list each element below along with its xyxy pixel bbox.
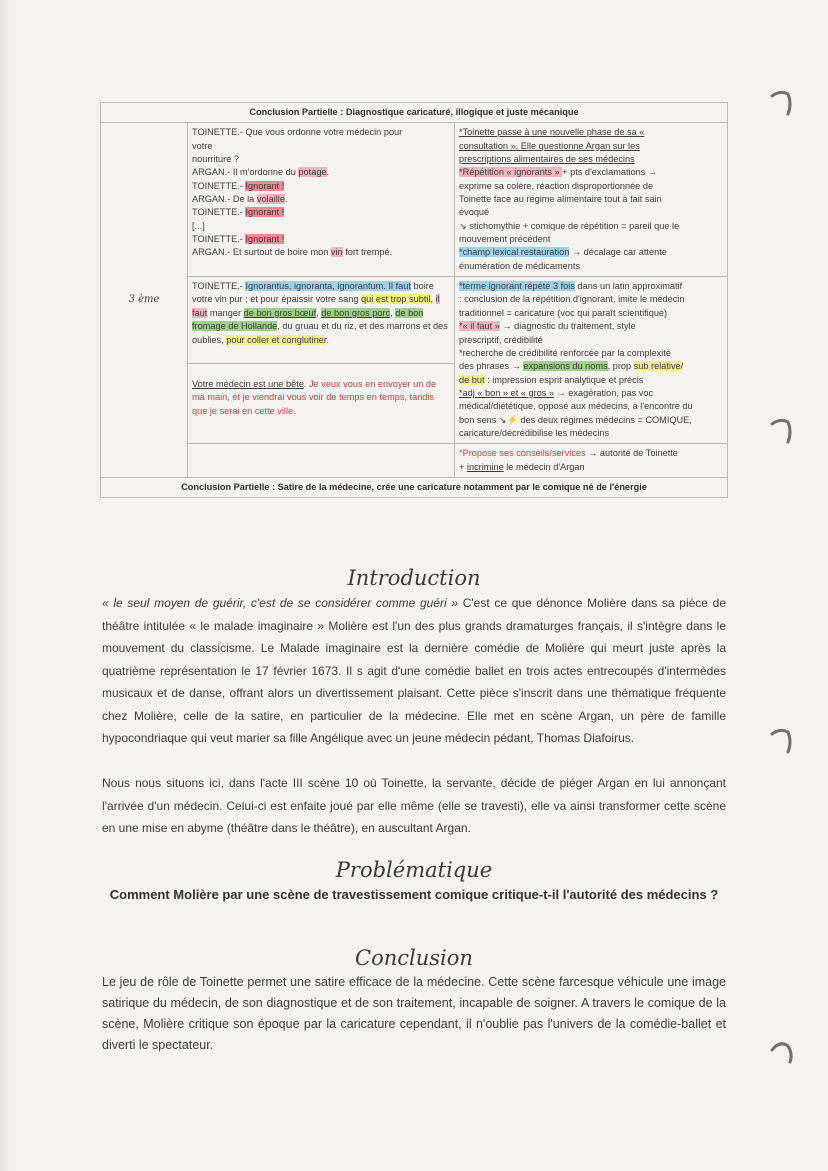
analysis-line: mouvement précédent bbox=[459, 234, 551, 245]
text-span: dans un latin approximatif bbox=[574, 281, 683, 292]
text-span: → décalage car attente bbox=[569, 247, 667, 258]
binder-hole-icon bbox=[766, 726, 796, 756]
highlight: de but bbox=[459, 374, 485, 385]
highlight: *champ lexical restauration bbox=[459, 247, 570, 258]
analysis-line bbox=[459, 166, 723, 179]
highlight: pour coller et conglutiner bbox=[226, 334, 327, 345]
highlight: sub relative/ bbox=[633, 361, 684, 372]
binder-hole-icon bbox=[766, 88, 796, 118]
text-span: + pts d'exclamations → bbox=[562, 167, 658, 178]
text-span: TOINETTE.- bbox=[192, 207, 246, 218]
introduction-paragraph-2: Nous nous situons ici, dans l'acte III scène 10 où Toinette, la servante, décide de piéger Argan en lui annonçant l'arrivée d'un médecin. Celui-ci est enfaite joué par elle même (elle se travesti), elle va ainsi transformer cette scène en une mise en abyme (théâtre dans le théâtre), en auscultant Argan. bbox=[102, 776, 726, 835]
introduction-text: C'est ce que dénonce Molière dans sa pièce de théâtre intitulée « le malade imaginaire » Molière est l'un des plus grands dramaturges français, il s'intègre dans le mouvement du classicisme. Le Malade imaginaire est la dernière comédie de Molière qui meurt juste après la quatrième représentation le 17 février 1673. Il s agit d'une comédie ballet en trois actes entrecoupés d'intermèdes musicaux et de danse, offrant alors un divertissement plaisant. Cette pièce s'inscrit dans une thématique fréquente chez Molière, celle de la satire, en particulier de la médecine. Elle met en scène Argan, un père de famille hypocondriaque qui veut marier sa fille Angélique avec un jeune médecin pédant, Thomas Diafoirus. bbox=[102, 596, 726, 745]
binder-hole-icon bbox=[766, 416, 796, 446]
excerpt-line bbox=[192, 246, 450, 259]
conclusion-title: Conclusion bbox=[355, 946, 473, 970]
excerpt-line: votre bbox=[192, 140, 213, 151]
highlight: vin bbox=[330, 247, 343, 258]
analysis-line: : conclusion de la répétition d'ignorant, imite le médecin bbox=[459, 294, 685, 305]
text-span: , prop bbox=[607, 361, 634, 372]
analysis-line: ↘ stichomythie + comique de répétition = pareil que le bbox=[459, 220, 680, 231]
introduction-title: Introduction bbox=[347, 566, 481, 590]
excerpt-line bbox=[192, 233, 450, 246]
excerpt-cell-empty bbox=[188, 444, 455, 478]
highlight: de bon gros bœuf bbox=[243, 307, 317, 318]
analysis-cell-3 bbox=[455, 444, 728, 478]
table-footer-cell: Conclusion Partielle : Satire de la médecine, crée une caricature notamment par le comique né de l'énergie bbox=[101, 477, 728, 497]
analysis-line: consultation ». Elle questionne Argan sur les bbox=[459, 140, 640, 151]
text-span: ARGAN.- Et surtout de boire mon bbox=[192, 247, 331, 258]
highlight: Ignorantus, ignoranta, ignorantum. Il faut bbox=[245, 281, 411, 292]
analysis-line: prescriptions alimentaires de ses médecins bbox=[459, 154, 635, 165]
analysis-line bbox=[459, 374, 723, 387]
analysis-line: *recherche de crédibilité renforcée par la complexité bbox=[459, 347, 671, 358]
analysis-line: *Toinette passe à une nouvelle phase de sa « bbox=[459, 127, 645, 138]
text-span: TOINETTE.- bbox=[192, 234, 246, 245]
highlight: *Répétition « ignorants » bbox=[459, 167, 563, 178]
excerpt-line: TOINETTE.- Que vous ordonne votre médecin pour bbox=[192, 127, 403, 138]
analysis-line: prescriptif, crédibilité bbox=[459, 334, 543, 345]
highlight: de bon gros porc bbox=[321, 307, 391, 318]
underlined-text: incrimine bbox=[466, 461, 504, 472]
highlight: Ignorant ! bbox=[245, 180, 285, 191]
highlight: *« il faut » bbox=[459, 321, 500, 332]
problematique-title: Problématique bbox=[335, 858, 493, 882]
highlight: volaille bbox=[256, 194, 285, 205]
text-span: , bbox=[316, 307, 322, 318]
text-span: ARGAN.- Il m'ordonne du bbox=[192, 167, 299, 178]
text-span: , du gruau et du riz, et des marrons et des oublies, bbox=[192, 321, 448, 345]
text-span: fort trempé. bbox=[342, 247, 393, 258]
part-label: 3 ème bbox=[101, 123, 188, 478]
table-header-cell: Conclusion Partielle : Diagnostique caricaturé, illogique et juste mécanique bbox=[101, 103, 728, 123]
excerpt-line bbox=[192, 166, 450, 179]
table-row bbox=[101, 277, 728, 444]
analysis-cell-1 bbox=[455, 123, 728, 277]
text-span: + bbox=[459, 461, 467, 472]
text-span: des phrases → bbox=[459, 361, 524, 372]
analysis-line bbox=[459, 360, 723, 373]
highlight: qui est trop subtil bbox=[361, 294, 431, 305]
analysis-line bbox=[459, 246, 723, 259]
underlined-text: *adj « bon » et « gros » bbox=[459, 387, 555, 398]
text-span: → autorité de Toinette bbox=[585, 448, 678, 459]
red-text: . Je veux vous en envoyer un de ma main, et je viendrai vous voir de temps en temps, tandis que je serai en cette ville. bbox=[192, 378, 437, 416]
excerpt-cell-2 bbox=[188, 277, 455, 444]
problematique-question: Comment Molière par une scène de travestissement comique critique-t-il l'autorité des médecins ? bbox=[109, 887, 719, 902]
text-span: TOINETTE.- bbox=[192, 281, 246, 292]
analysis-line bbox=[459, 320, 723, 333]
excerpt-subcell bbox=[188, 363, 454, 418]
highlight: *terme ignorant répété 3 fois bbox=[459, 281, 575, 292]
text-span: manger bbox=[207, 307, 244, 318]
analysis-line: bon sens ↘⚡ des deux régimes médecins = COMIQUE, bbox=[459, 414, 692, 425]
table-footer-row bbox=[101, 477, 728, 497]
text-span: → exagération, pas voc bbox=[554, 387, 654, 398]
text-span: . bbox=[284, 194, 288, 205]
table-header-row bbox=[101, 103, 728, 123]
text-span: TOINETTE.- bbox=[192, 180, 246, 191]
highlight: de bon fromage de Hollande bbox=[192, 307, 424, 332]
excerpt-line: [...] bbox=[192, 220, 205, 231]
text-span: : impression esprit analytique et précis bbox=[484, 374, 644, 385]
excerpt-line bbox=[192, 206, 450, 219]
text-span: . bbox=[326, 167, 330, 178]
text-span: ARGAN.- De la bbox=[192, 194, 257, 205]
highlight: potage bbox=[298, 167, 327, 178]
introduction-paragraph-1 bbox=[102, 592, 726, 750]
excerpt-line: nourriture ? bbox=[192, 154, 239, 165]
binder-hole-icon bbox=[766, 1036, 796, 1066]
analysis-line: caricature/décrédibilise les médecins bbox=[459, 427, 610, 438]
highlight: Ignorant ! bbox=[245, 234, 285, 245]
table-row bbox=[101, 444, 728, 478]
analysis-table bbox=[100, 102, 728, 498]
excerpt-line bbox=[192, 180, 450, 193]
analysis-line bbox=[459, 387, 723, 400]
highlight: Ignorant ! bbox=[245, 207, 285, 218]
introduction-quote: « le seul moyen de guérir, c'est de se considérer comme guéri » bbox=[102, 596, 459, 610]
excerpt-cell-1 bbox=[188, 123, 455, 277]
highlight: il faut bbox=[192, 294, 440, 318]
analysis-line: évoqué bbox=[459, 207, 490, 218]
text-span: . bbox=[326, 334, 329, 345]
text-span: le médecin d'Argan bbox=[503, 461, 585, 472]
analysis-cell-2 bbox=[455, 277, 728, 444]
analysis-line: Toinette face au régime alimentaire tout à fait sain bbox=[459, 194, 662, 205]
analysis-line: énumération de médicaments bbox=[459, 260, 581, 271]
underlined-text: Votre médecin est une bête bbox=[192, 378, 304, 389]
analysis-line: médical/diététique, opposé aux médecins, à l'encontre du bbox=[459, 401, 693, 412]
table-row bbox=[101, 123, 728, 277]
analysis-line: traditionnel = caricature (voc qui paraît scientifique) bbox=[459, 307, 668, 318]
analysis-line bbox=[459, 447, 723, 460]
excerpt-line bbox=[192, 193, 450, 206]
analysis-line bbox=[459, 461, 723, 474]
conclusion-paragraph: Le jeu de rôle de Toinette permet une satire efficace de la médecine. Cette scène farcesque véhicule une image satirique du médecin, de son diagnostique et de son traitement, incapable de soigner. A travers le comique de la scène, Molière critique son époque par la caricature cependant, il n'oublie pas l'univers de la comédie-ballet et diverti le spectateur. bbox=[102, 975, 726, 1052]
red-text: *Propose ses conseils/services bbox=[459, 448, 586, 459]
text-span: , bbox=[390, 307, 396, 318]
text-span: boire votre vin pur ; et pour épaissir votre sang bbox=[192, 281, 434, 305]
text-span: → diagnostic du traitement, style bbox=[499, 321, 636, 332]
analysis-line: exprime sa colère, réaction disproportionnée de bbox=[459, 180, 654, 191]
highlight: expansions du noms bbox=[523, 361, 608, 372]
analysis-line bbox=[459, 280, 723, 293]
text-span: , bbox=[430, 294, 436, 305]
